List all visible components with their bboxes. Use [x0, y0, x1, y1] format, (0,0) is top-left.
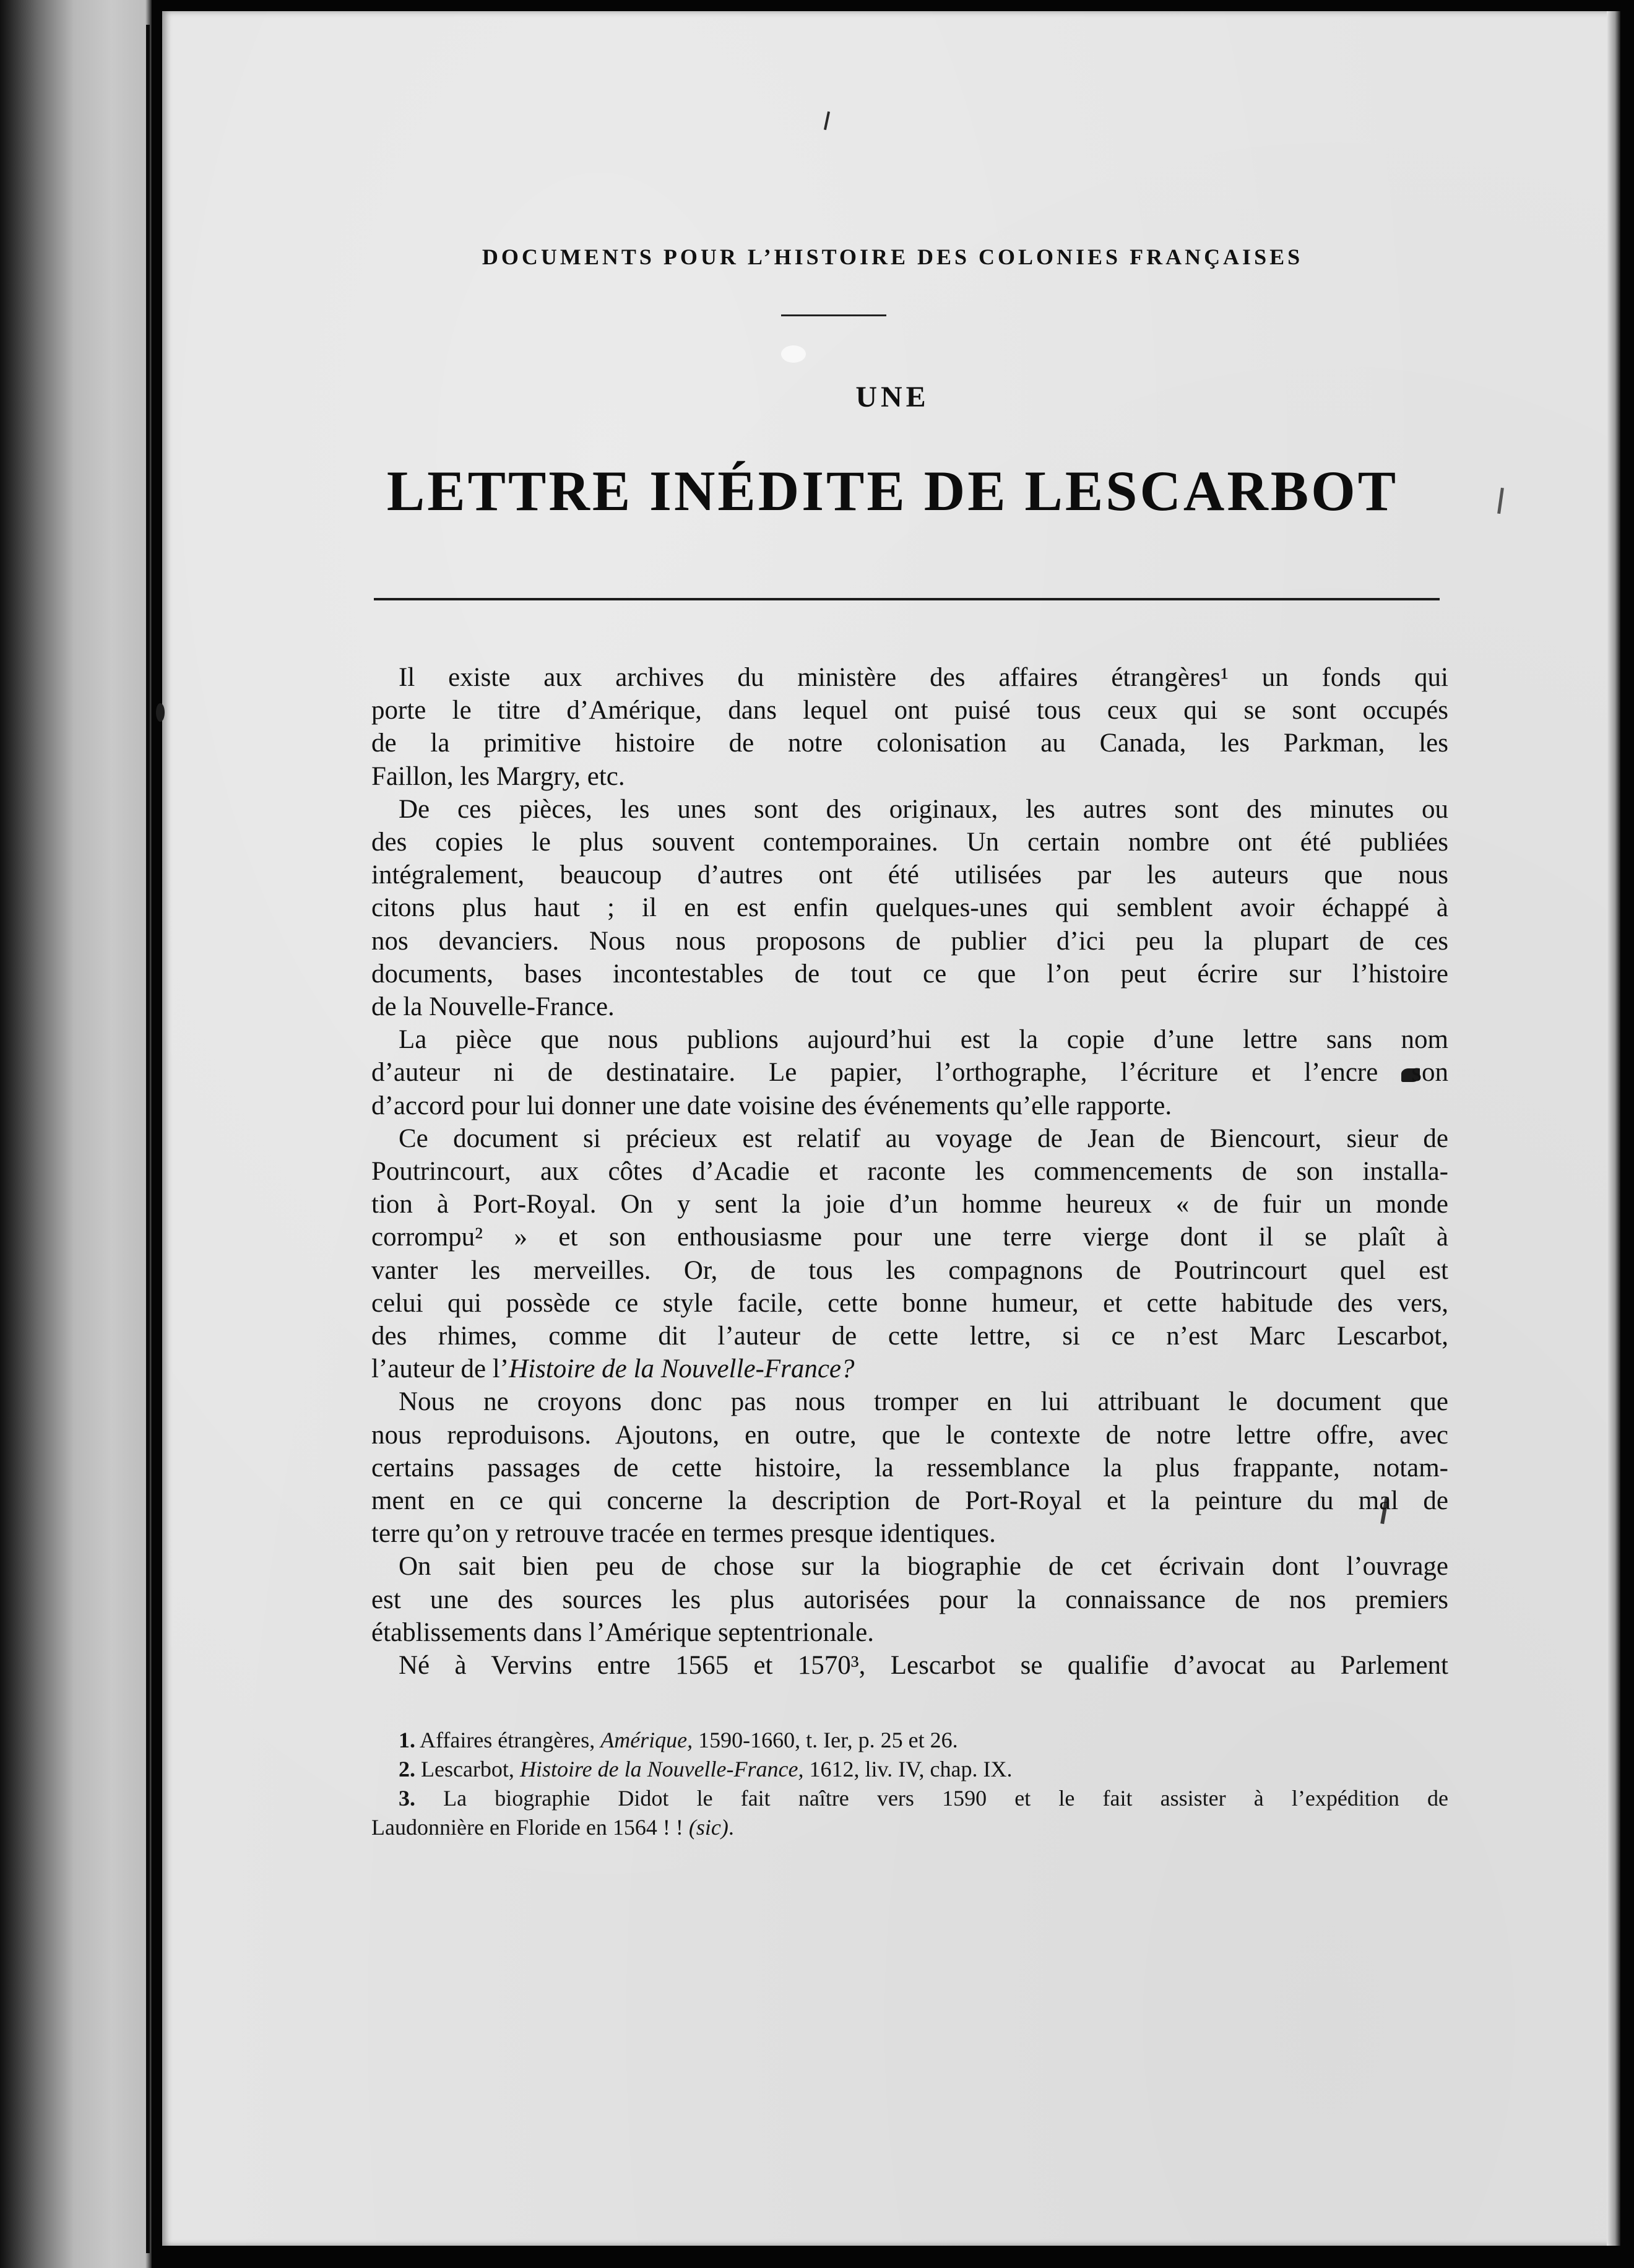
footnote-2	[371, 1755, 1448, 1784]
book-title-italic: Histoire de la Nouvelle-France?	[509, 1354, 855, 1384]
footnotes	[371, 1726, 1448, 1842]
text-line: vanter les merveilles. Or, de tous les compagnons de Poutrincourt quel est	[371, 1255, 1448, 1285]
text-line: est une des sources les plus autorisées pour la connaissance de nos premiers	[371, 1585, 1448, 1614]
footnote-3	[371, 1784, 1448, 1813]
text-line: intégralement, beaucoup d’autres ont été utilisées par les auteurs que nous	[371, 860, 1448, 890]
text-line: ment en ce qui concerne la description de Port-Royal et la peinture du mal de	[371, 1486, 1448, 1516]
header-rule	[781, 314, 886, 316]
text-line: nos devanciers. Nous nous proposons de publier d’ici peu la plupart de ces	[371, 926, 1448, 956]
footnote-3-continued	[371, 1813, 1448, 1842]
text-line: De ces pièces, les unes sont des originaux, les autres sont des minutes ou	[399, 794, 1448, 824]
title-small: UNE	[855, 381, 930, 413]
text-line: terre qu’on y retrouve tracée en termes presque identiques.	[371, 1519, 996, 1549]
text-line: de la Nouvelle-France.	[371, 992, 615, 1022]
footnote-number: 1.	[399, 1728, 415, 1752]
text-line: Poutrincourt, aux côtes d’Acadie et raconte les commencements de son installa-	[371, 1157, 1448, 1187]
text-line: d’accord pour lui donner une date voisine des événements qu’elle rapporte.	[371, 1091, 1172, 1120]
footnote-number: 2.	[399, 1757, 415, 1781]
text-line: On sait bien peu de chose sur la biographie de cet écrivain dont l’ouvrage	[399, 1552, 1448, 1582]
text-line: corrompu² » et son enthousiasme pour une terre vierge dont il se plaît à	[371, 1223, 1448, 1252]
text-line: Ce document si précieux est relatif au voyage de Jean de Biencourt, sieur de	[399, 1123, 1448, 1153]
scan-mark	[781, 345, 806, 363]
text-line	[371, 1353, 1448, 1385]
text-line: Nous ne croyons donc pas nous tromper en lui attribuant le document que	[399, 1387, 1448, 1417]
text-line: Il existe aux archives du ministère des affaires étrangères¹ un fonds qui	[399, 663, 1448, 692]
text-line: d’auteur ni de destinataire. Le papier, l’orthographe, l’écriture et l’encre son	[371, 1058, 1448, 1088]
page-right-edge	[1607, 11, 1620, 2246]
footnote-italic: (sic)	[688, 1815, 728, 1840]
facing-page-edge	[0, 0, 152, 2268]
body-text	[371, 661, 1448, 1682]
scan-mark	[156, 703, 165, 722]
text-line: nous reproduisons. Ajoutons, en outre, que le contexte de notre lettre offre, avec	[371, 1420, 1448, 1450]
footnote-text: La biographie Didot le fait naître vers 1590 et le fait assister à l’expédition de	[443, 1786, 1449, 1811]
footnote-italic: Amérique,	[600, 1728, 693, 1752]
text-line: documents, bases incontestables de tout ce que l’on peut écrire sur l’histoire	[371, 959, 1448, 989]
page-title: LETTRE INÉDITE DE LESCARBOT	[386, 459, 1399, 522]
footnote-text: Affaires étrangères,	[420, 1728, 595, 1752]
text-line: des copies le plus souvent contemporaines. Un certain nombre ont été publiées	[371, 828, 1448, 857]
footnote-text: 1590-1660, t. Ier, p. 25 et 26.	[698, 1728, 958, 1752]
footnote-text: .	[728, 1815, 734, 1840]
footnote-italic: Histoire de la Nouvelle-France,	[519, 1757, 804, 1781]
text-line: porte le titre d’Amérique, dans lequel ont puisé tous ceux qui se sont occupés	[371, 696, 1448, 725]
text-line: établissements dans l’Amérique septentrionale.	[371, 1617, 874, 1647]
footnote-text: Lescarbot,	[421, 1757, 514, 1781]
footnote-1	[371, 1726, 1448, 1755]
document-page	[162, 11, 1620, 2246]
running-header: DOCUMENTS POUR L’HISTOIRE DES COLONIES FRANÇAISES	[482, 245, 1303, 269]
text-segment: l’auteur de l’	[371, 1354, 509, 1384]
text-line: Faillon, les Margry, etc.	[371, 761, 625, 791]
scan-mark	[1497, 488, 1504, 514]
scan-mark	[824, 111, 830, 130]
text-line: celui qui possède ce style facile, cette bonne humeur, et cette habitude des vers,	[371, 1288, 1448, 1318]
footnote-text: 1612, liv. IV, chap. IX.	[809, 1757, 1013, 1781]
text-line: citons plus haut ; il en est enfin quelques-unes qui semblent avoir échappé à	[371, 893, 1448, 923]
footnote-number: 3.	[399, 1786, 415, 1811]
title-rule	[374, 598, 1440, 600]
text-line: de la primitive histoire de notre colonisation au Canada, les Parkman, les	[371, 729, 1448, 758]
text-line: des rhimes, comme dit l’auteur de cette lettre, si ce n’est Marc Lescarbot,	[371, 1322, 1448, 1351]
text-line: Né à Vervins entre 1565 et 1570³, Lescarbot se qualifie d’avocat au Parlement	[399, 1651, 1448, 1681]
page-gutter	[146, 25, 150, 2253]
text-line: La pièce que nous publions aujourd’hui est la copie d’une lettre sans nom	[399, 1025, 1448, 1055]
text-line: tion à Port-Royal. On y sent la joie d’un homme heureux « de fuir un monde	[371, 1190, 1448, 1219]
text-line: certains passages de cette histoire, la ressemblance la plus frappante, notam-	[371, 1453, 1448, 1482]
footnote-text: Laudonnière en Floride en 1564 ! !	[371, 1815, 683, 1840]
